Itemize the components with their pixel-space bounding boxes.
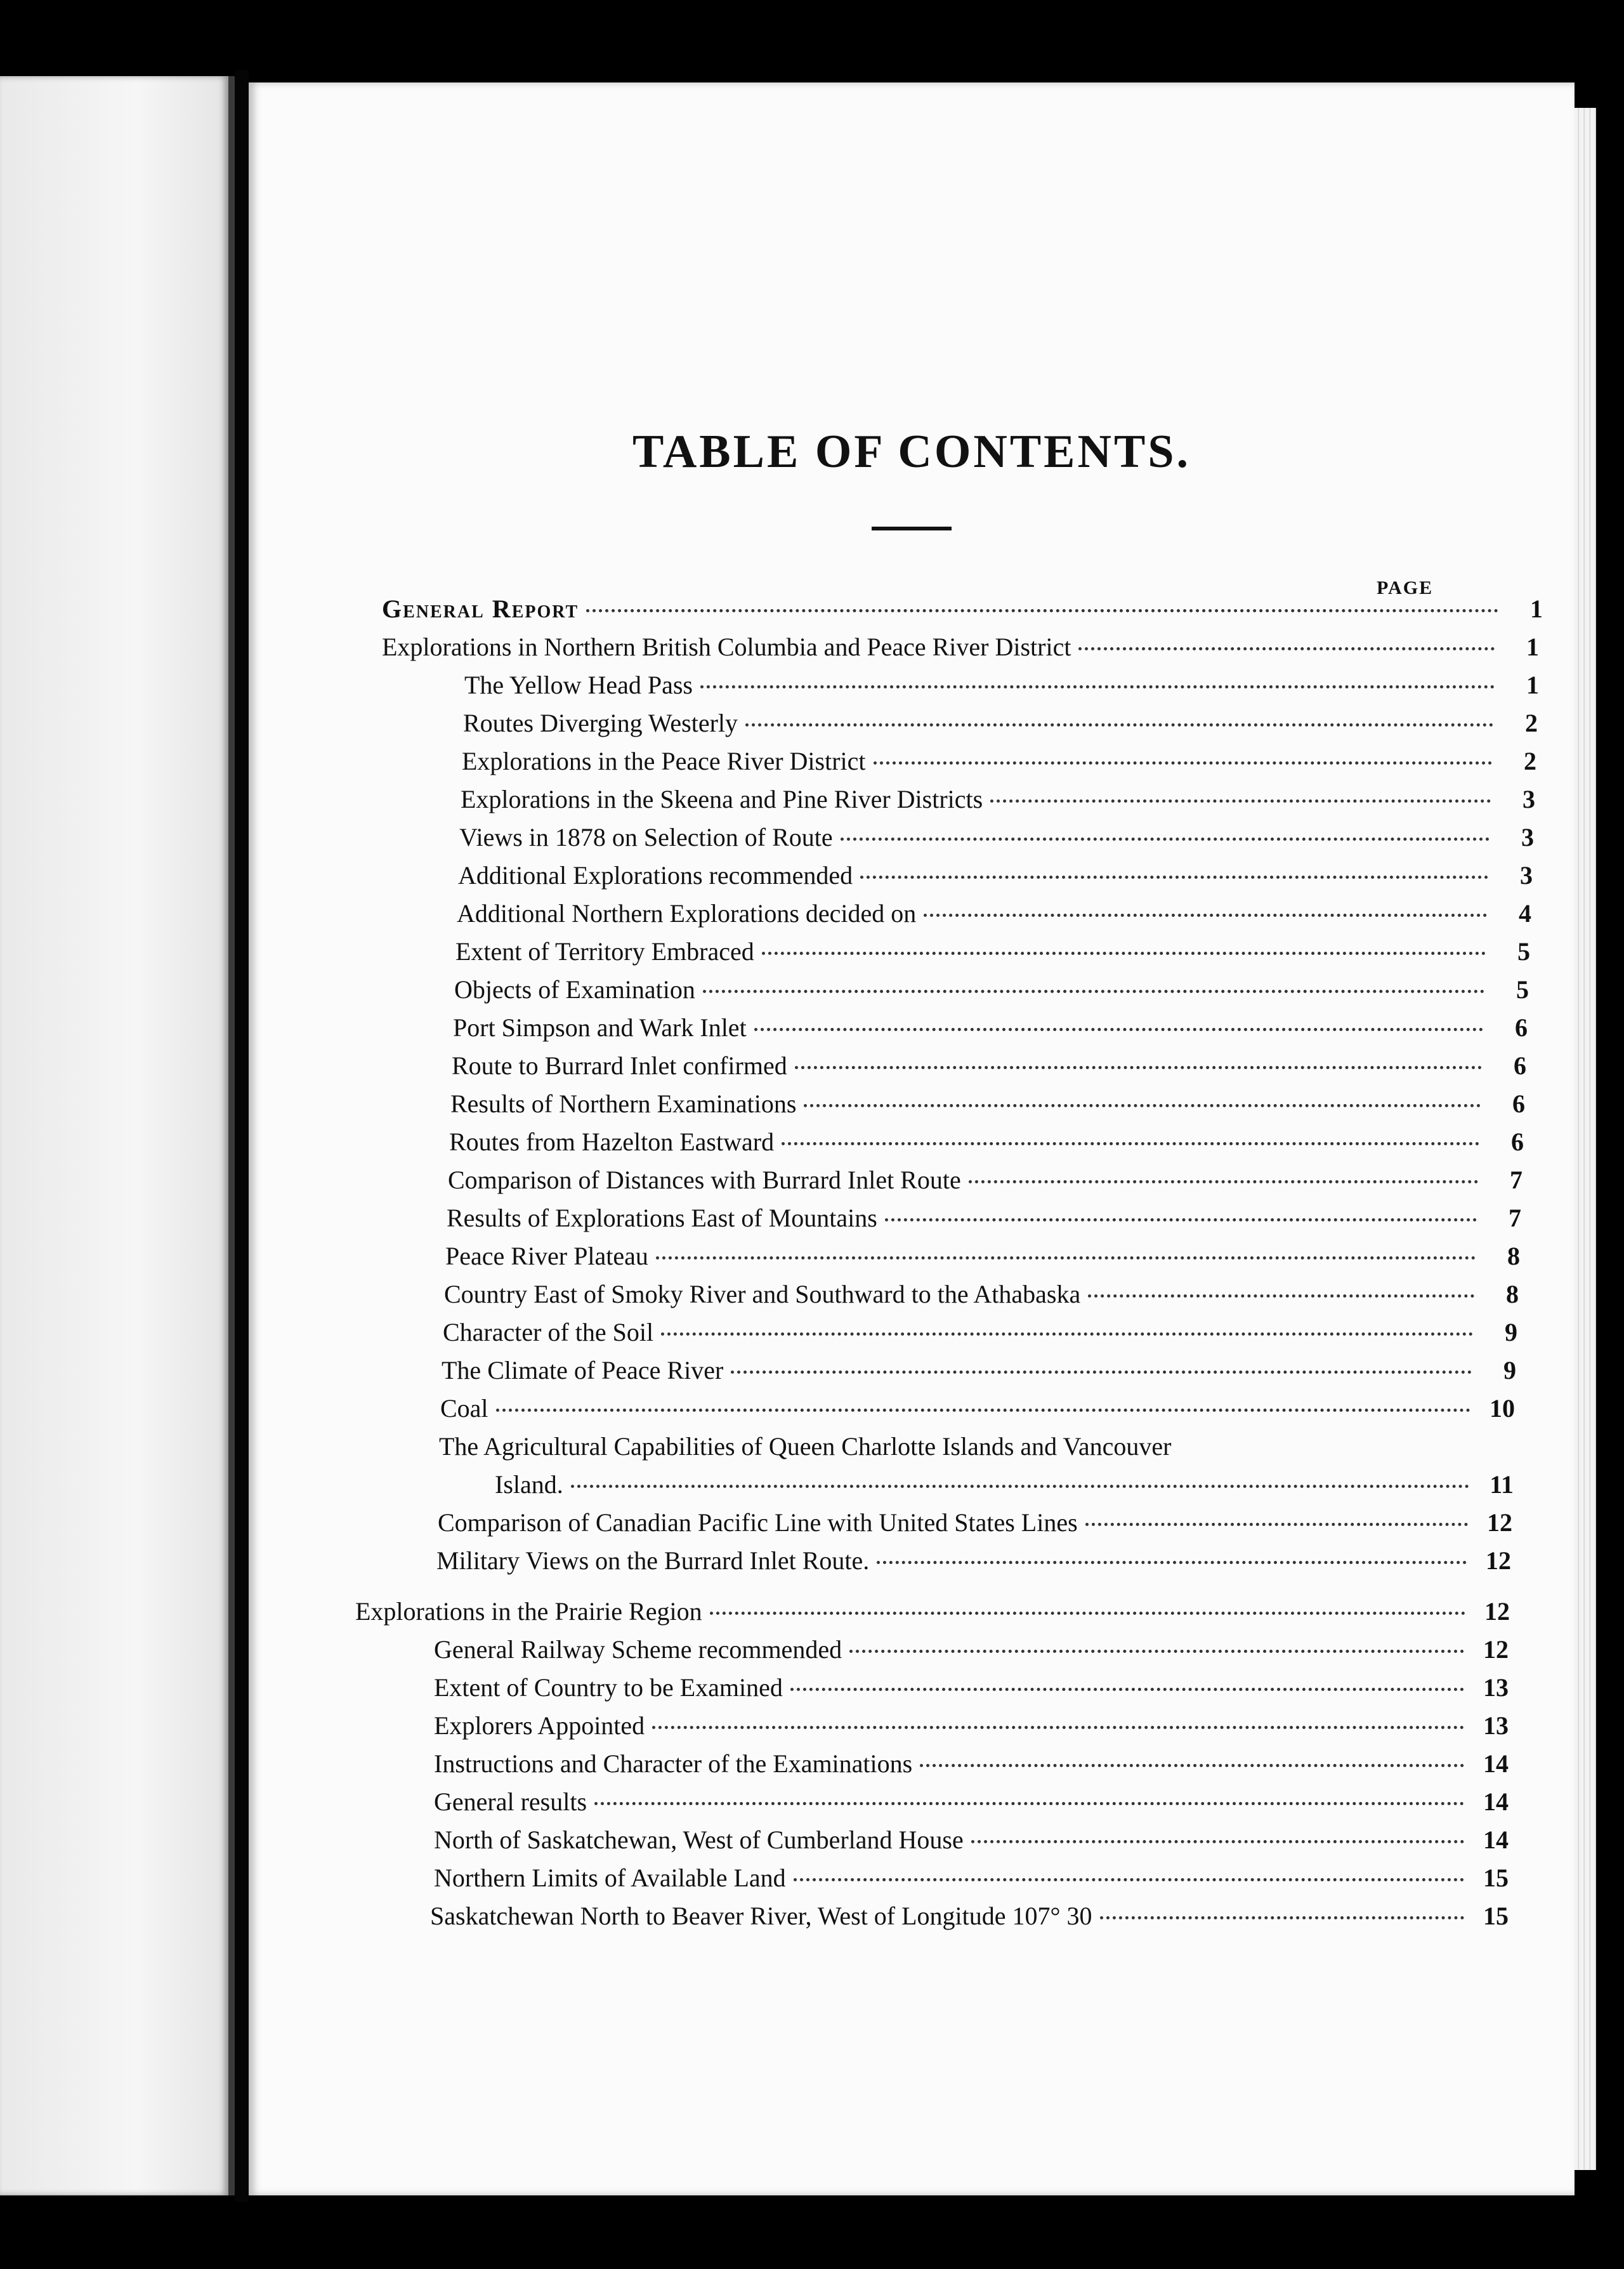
toc-entry-page: 1 bbox=[1526, 633, 1539, 661]
toc-entry bbox=[463, 704, 1538, 742]
toc-entry-label: Instructions and Character of the Examinations bbox=[434, 1749, 913, 1778]
dot-leader bbox=[703, 983, 1484, 993]
toc-entry bbox=[434, 1707, 1509, 1745]
toc-entry bbox=[434, 1669, 1509, 1707]
toc-entry-label: Comparison of Distances with Burrard Inlet Route bbox=[448, 1166, 961, 1194]
dot-leader bbox=[877, 1555, 1467, 1564]
toc-entry bbox=[442, 1352, 1516, 1390]
page-title: TABLE OF CONTENTS. bbox=[632, 426, 1191, 478]
dot-leader bbox=[745, 717, 1493, 727]
toc-entry-page: 6 bbox=[1514, 1051, 1526, 1080]
toc-entry-page: 1 bbox=[1526, 671, 1539, 699]
toc-entry-page: 15 bbox=[1483, 1902, 1509, 1930]
toc-entry-page: 7 bbox=[1510, 1166, 1522, 1194]
dot-leader bbox=[860, 869, 1488, 879]
toc-entry-page: 4 bbox=[1519, 899, 1531, 928]
toc-entry-label: Saskatchewan North to Beaver River, West of Longitude 107° 30 bbox=[430, 1902, 1092, 1930]
toc-entry-label: Country East of Smoky River and Southward to the Athabaska bbox=[444, 1280, 1081, 1308]
toc-entry-label: Island. bbox=[495, 1470, 563, 1499]
toc-entry bbox=[444, 1275, 1519, 1313]
toc-entry-page: 3 bbox=[1521, 823, 1534, 852]
toc-entry-page: 14 bbox=[1483, 1749, 1509, 1778]
toc-entry bbox=[434, 1821, 1509, 1859]
dot-leader bbox=[594, 1796, 1464, 1805]
toc-entry-label: Peace River Plateau bbox=[445, 1242, 648, 1270]
toc-entry-label: Port Simpson and Wark Inlet bbox=[453, 1013, 747, 1042]
toc-entry-label: Northern Limits of Available Land bbox=[434, 1864, 786, 1892]
toc-entry-page: 9 bbox=[1505, 1318, 1517, 1346]
dot-leader bbox=[804, 1098, 1481, 1107]
toc-entry bbox=[382, 590, 1543, 628]
toc-entry-label: Results of Northern Examinations bbox=[450, 1089, 797, 1118]
dot-leader bbox=[571, 1478, 1469, 1488]
dot-leader bbox=[874, 755, 1492, 765]
toc-entry bbox=[434, 1859, 1509, 1897]
toc-entry-label: Military Views on the Burrard Inlet Route. bbox=[436, 1546, 870, 1575]
dot-leader bbox=[496, 1402, 1470, 1412]
book-gutter bbox=[235, 70, 249, 2202]
toc-entry bbox=[454, 971, 1529, 1009]
toc-entry-label: Comparison of Canadian Pacific Line with United States Lines bbox=[438, 1508, 1078, 1537]
dot-leader bbox=[969, 1174, 1478, 1183]
toc-entry-page: 2 bbox=[1524, 747, 1536, 775]
dot-leader bbox=[700, 679, 1495, 688]
toc-entry bbox=[440, 1390, 1515, 1428]
toc-entry bbox=[438, 1504, 1512, 1542]
toc-entry bbox=[443, 1313, 1517, 1352]
toc-entry bbox=[436, 1542, 1511, 1580]
toc-entry-page: 3 bbox=[1522, 785, 1535, 813]
dot-leader bbox=[990, 793, 1491, 803]
toc-entry-page: 12 bbox=[1487, 1508, 1512, 1537]
toc-entry-page: 13 bbox=[1483, 1711, 1509, 1740]
toc-entry bbox=[445, 1237, 1520, 1275]
dot-leader bbox=[656, 1250, 1476, 1259]
dot-leader bbox=[661, 1326, 1473, 1336]
toc-entry-label: Objects of Examination bbox=[454, 975, 695, 1004]
toc-entry bbox=[434, 1745, 1509, 1783]
dot-leader bbox=[652, 1720, 1464, 1729]
dot-leader bbox=[849, 1643, 1464, 1653]
toc-entry bbox=[448, 1161, 1522, 1199]
toc-entry bbox=[434, 1631, 1509, 1669]
toc-entry-page: 8 bbox=[1507, 1242, 1520, 1270]
toc-entry bbox=[458, 857, 1533, 895]
toc-entry-label: Explorations in the Peace River District bbox=[462, 747, 866, 775]
toc-entry-page: 6 bbox=[1512, 1089, 1525, 1118]
toc-entry-label: Results of Explorations East of Mountains bbox=[447, 1204, 877, 1232]
toc-entry bbox=[459, 819, 1534, 857]
toc-section-entry bbox=[355, 1593, 1510, 1631]
toc-entry-label: Explorers Appointed bbox=[434, 1711, 645, 1740]
toc-entry-page: 12 bbox=[1483, 1635, 1509, 1664]
dot-leader bbox=[1088, 1288, 1474, 1298]
toc-entry bbox=[455, 933, 1530, 971]
toc-entry-label: The Climate of Peace River bbox=[442, 1356, 724, 1384]
toc-entry-label: Explorations in the Skeena and Pine River Districts bbox=[461, 785, 983, 813]
dot-leader bbox=[586, 603, 1498, 612]
toc-entry-label: General Railway Scheme recommended bbox=[434, 1635, 842, 1664]
toc-section-entry bbox=[382, 628, 1539, 666]
toc-entry-label: The Yellow Head Pass bbox=[464, 671, 693, 699]
toc-entry-label: Extent of Country to be Examined bbox=[434, 1673, 783, 1702]
dot-leader bbox=[971, 1834, 1464, 1843]
contents-page bbox=[249, 82, 1575, 2195]
title-rule bbox=[872, 527, 952, 530]
toc-entry-label: Character of the Soil bbox=[443, 1318, 654, 1346]
toc-entry-page: 12 bbox=[1484, 1597, 1510, 1626]
toc-entry-label: Views in 1878 on Selection of Route bbox=[459, 823, 833, 852]
toc-entry-label: Routes from Hazelton Eastward bbox=[449, 1128, 775, 1156]
toc-entry-page: 13 bbox=[1483, 1673, 1509, 1702]
toc-entry-page: 14 bbox=[1483, 1787, 1509, 1816]
toc-entry-label: Additional Explorations recommended bbox=[458, 861, 853, 890]
toc-entry bbox=[453, 1009, 1528, 1047]
toc-entry-page: 12 bbox=[1486, 1546, 1511, 1575]
toc-entry-label: General results bbox=[434, 1787, 587, 1816]
toc-entry-page: 5 bbox=[1517, 937, 1530, 966]
dot-leader bbox=[794, 1872, 1464, 1881]
toc-entry bbox=[461, 780, 1535, 819]
page-column-heading: PAGE bbox=[1377, 577, 1434, 598]
dot-leader bbox=[1085, 1516, 1468, 1526]
toc-entry-page: 10 bbox=[1490, 1394, 1515, 1423]
toc-entry-label: Coal bbox=[440, 1394, 488, 1423]
toc-entry-label: Explorations in the Prairie Region bbox=[355, 1597, 702, 1626]
dot-leader bbox=[885, 1212, 1477, 1221]
toc-entry-label: Routes Diverging Westerly bbox=[463, 709, 738, 737]
dot-leader bbox=[795, 1060, 1482, 1069]
toc-entry-page: 1 bbox=[1530, 595, 1543, 623]
dot-leader bbox=[754, 1022, 1483, 1031]
toc-entry-page: 9 bbox=[1503, 1356, 1516, 1384]
toc-entry bbox=[450, 1085, 1525, 1123]
toc-entry-page: 6 bbox=[1511, 1128, 1524, 1156]
dot-leader bbox=[710, 1605, 1465, 1615]
toc-entry-page: 8 bbox=[1506, 1280, 1519, 1308]
dot-leader bbox=[924, 907, 1487, 917]
table-of-contents bbox=[249, 577, 1575, 2113]
toc-entry bbox=[434, 1783, 1509, 1821]
dot-leader bbox=[731, 1364, 1472, 1374]
left-facing-page bbox=[0, 76, 235, 2195]
dot-leader bbox=[762, 945, 1486, 955]
toc-entry-page: 5 bbox=[1516, 975, 1529, 1004]
dot-leader bbox=[1078, 641, 1495, 650]
toc-entry-page: 6 bbox=[1515, 1013, 1528, 1042]
toc-entry-page: 3 bbox=[1520, 861, 1533, 890]
toc-entry bbox=[449, 1123, 1524, 1161]
dot-leader bbox=[920, 1758, 1464, 1767]
dot-leader bbox=[790, 1681, 1464, 1691]
toc-entry bbox=[457, 895, 1531, 933]
toc-entry bbox=[452, 1047, 1526, 1085]
toc-entry-page: 15 bbox=[1483, 1864, 1509, 1892]
toc-entry-label: Route to Burrard Inlet confirmed bbox=[452, 1051, 787, 1080]
toc-entry-page: 7 bbox=[1509, 1204, 1521, 1232]
toc-entry bbox=[495, 1466, 1514, 1504]
toc-entry-label: Explorations in Northern British Columbia and Peace River District bbox=[382, 633, 1071, 661]
toc-entry-label: General Report bbox=[382, 595, 579, 623]
dot-leader bbox=[1100, 1910, 1464, 1919]
toc-entry-page: 2 bbox=[1525, 709, 1538, 737]
toc-entry bbox=[447, 1199, 1521, 1237]
toc-entry bbox=[464, 666, 1539, 704]
toc-entry-first-line: The Agricultural Capabilities of Queen Charlotte Islands and Vancouver bbox=[439, 1432, 1172, 1461]
toc-entry-label: Additional Northern Explorations decided on bbox=[457, 899, 917, 928]
toc-entry-page: 11 bbox=[1490, 1470, 1514, 1499]
toc-entry-label: North of Saskatchewan, West of Cumberland House bbox=[434, 1825, 964, 1854]
dot-leader bbox=[782, 1136, 1479, 1145]
toc-entry-page: 14 bbox=[1483, 1825, 1509, 1854]
toc-entry bbox=[430, 1897, 1509, 1935]
toc-entry bbox=[462, 742, 1536, 780]
toc-entry-label: Extent of Territory Embraced bbox=[455, 937, 754, 966]
dot-leader bbox=[841, 831, 1490, 841]
